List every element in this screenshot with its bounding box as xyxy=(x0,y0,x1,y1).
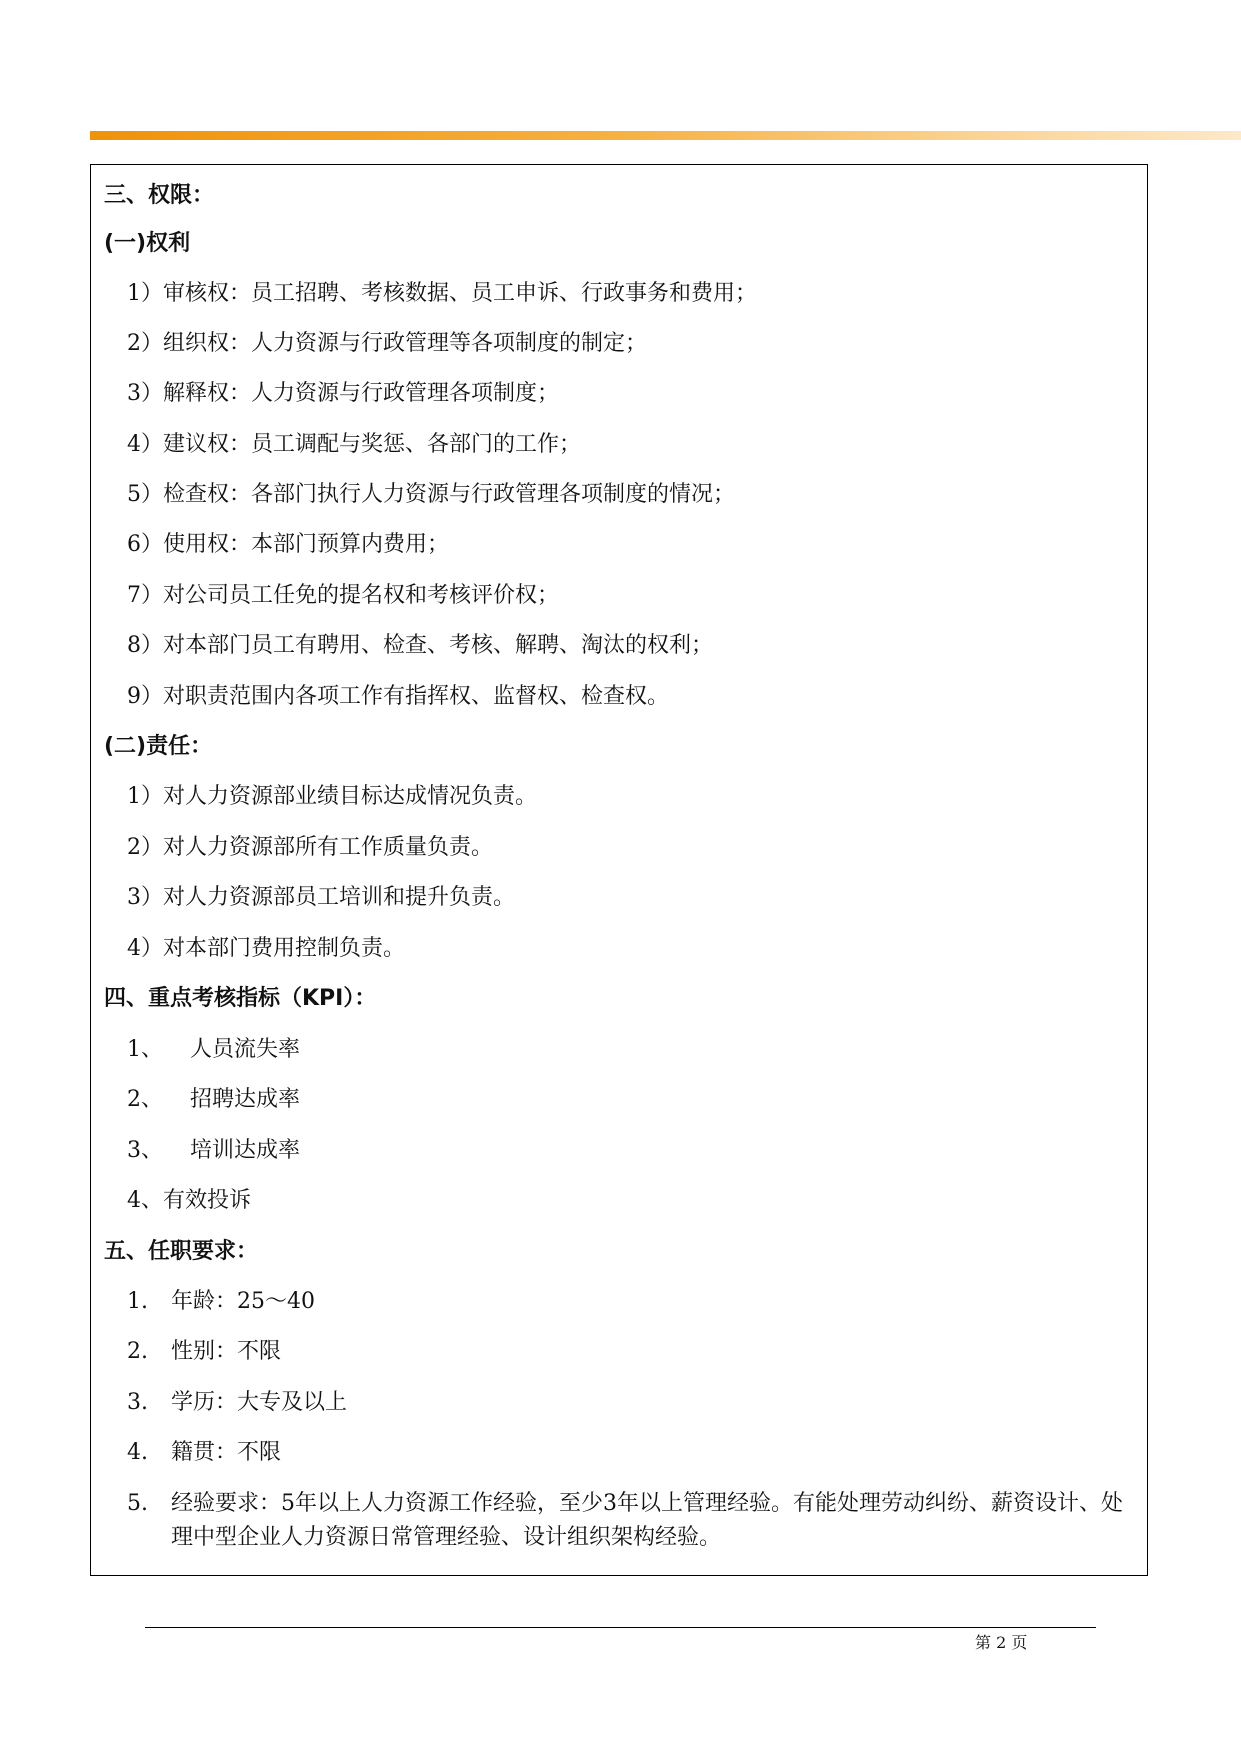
content-box xyxy=(90,164,1148,1576)
rights-item: 3）解释权：人力资源与行政管理各项制度； xyxy=(127,381,559,406)
requirement-number: 4. xyxy=(127,1440,148,1465)
requirement-text: 性别：不限 xyxy=(171,1339,282,1364)
rights-item: 6）使用权：本部门预算内费用； xyxy=(127,532,449,557)
duties-title: (二)责任： xyxy=(104,734,213,759)
rights-item: 2）组织权：人力资源与行政管理等各项制度的制定； xyxy=(127,331,647,356)
requirement-text: 籍贯：不限 xyxy=(171,1440,282,1465)
section3-title: 三、权限： xyxy=(104,183,215,208)
requirement-number: 1. xyxy=(127,1289,148,1314)
duties-item: 3）对人力资源部员工培训和提升负责。 xyxy=(127,885,515,910)
header-accent-bar xyxy=(90,131,1241,140)
requirement-text: 经验要求：5年以上人力资源工作经验，至少3年以上管理经验。有能处理劳动纠纷、薪资设计、处理中型企业人力资源日常管理经验、设计组织架构经验。 xyxy=(171,1491,1123,1550)
requirement-text: 学历：大专及以上 xyxy=(171,1390,348,1415)
requirement-number: 3. xyxy=(127,1390,148,1415)
kpi-number: 3、 xyxy=(127,1138,163,1163)
rights-item: 8）对本部门员工有聘用、检查、考核、解聘、淘汰的权利； xyxy=(127,633,713,658)
duties-item: 4）对本部门费用控制负责。 xyxy=(127,936,405,961)
requirement-text: 年龄：25～40 xyxy=(171,1289,315,1314)
section5-title: 五、任职要求： xyxy=(104,1239,259,1264)
rights-item: 9）对职责范围内各项工作有指挥权、监督权、检查权。 xyxy=(127,684,669,709)
kpi-number: 1、 xyxy=(127,1037,163,1062)
section4-title: 四、重点考核指标（KPI）： xyxy=(104,986,377,1011)
footer-divider xyxy=(145,1627,1096,1628)
requirement-number: 2. xyxy=(127,1339,148,1364)
page-number: 第 2 页 xyxy=(975,1633,1028,1652)
duties-item: 1）对人力资源部业绩目标达成情况负责。 xyxy=(127,784,537,809)
requirement-number: 5. xyxy=(127,1491,148,1516)
kpi-text: 人员流失率 xyxy=(190,1037,301,1062)
kpi-number: 2、 xyxy=(127,1087,163,1112)
duties-item: 2）对人力资源部所有工作质量负责。 xyxy=(127,835,493,860)
rights-title: (一)权利 xyxy=(104,231,191,256)
rights-item: 7）对公司员工任免的提名权和考核评价权； xyxy=(127,583,559,608)
kpi-text: 招聘达成率 xyxy=(190,1087,301,1112)
kpi-text: 培训达成率 xyxy=(190,1138,301,1163)
kpi-item: 4、有效投诉 xyxy=(127,1188,251,1213)
rights-item: 4）建议权：员工调配与奖惩、各部门的工作； xyxy=(127,432,581,457)
rights-item: 1）审核权：员工招聘、考核数据、员工申诉、行政事务和费用； xyxy=(127,281,757,306)
rights-item: 5）检查权：各部门执行人力资源与行政管理各项制度的情况； xyxy=(127,482,735,507)
